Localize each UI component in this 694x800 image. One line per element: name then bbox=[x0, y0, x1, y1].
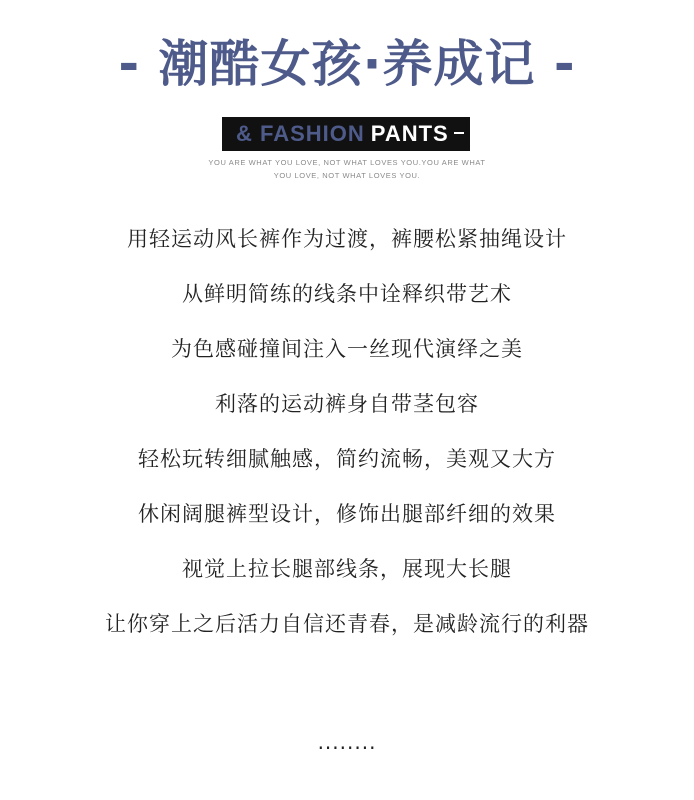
description-line: 视觉上拉长腿部线条，展现大长腿 bbox=[182, 557, 512, 581]
banner-fashion-text: & FASHION bbox=[236, 121, 365, 146]
description-line: 轻松玩转细腻触感，简约流畅，美观又大方 bbox=[138, 447, 556, 471]
description-line: 休闲阔腿裤型设计，修饰出腿部纤细的效果 bbox=[138, 502, 556, 526]
tagline-line-2: YOU LOVE, NOT WHAT LOVES YOU. bbox=[273, 171, 421, 180]
banner-strike-line bbox=[454, 132, 464, 134]
fashion-pants-banner bbox=[222, 117, 470, 151]
description-line: 让你穿上之后活力自信还青春，是减龄流行的利器 bbox=[105, 612, 589, 636]
description-line: 为色感碰撞间注入一丝现代演绎之美 bbox=[171, 337, 523, 361]
description-line: 用轻运动风长裤作为过渡，裤腰松紧抽绳设计 bbox=[127, 227, 567, 251]
page-title: - 潮酷女孩·养成记 - bbox=[118, 35, 576, 93]
ellipsis: ........ bbox=[317, 730, 377, 754]
description-list bbox=[0, 214, 694, 654]
banner-pants-text: PANTS bbox=[370, 121, 449, 146]
tagline bbox=[0, 156, 694, 182]
tagline-line-1: YOU ARE WHAT YOU LOVE, NOT WHAT LOVES YOU.YOU ARE WHAT bbox=[208, 158, 486, 167]
description-line: 利落的运动裤身自带茎包容 bbox=[215, 392, 479, 416]
description-line: 从鲜明简练的线条中诠释织带艺术 bbox=[182, 282, 512, 306]
